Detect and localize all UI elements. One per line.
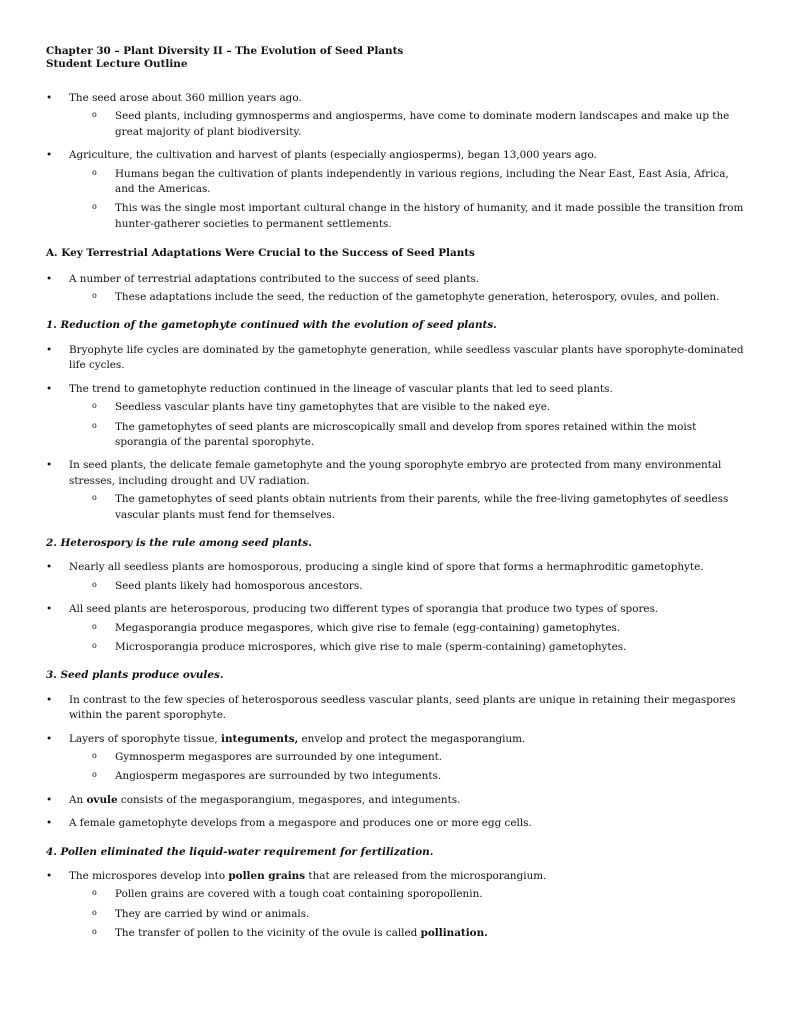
bullet-mark: • (46, 793, 53, 806)
bullet-mark: • (46, 817, 53, 830)
sub-bullet-mark: o (92, 401, 97, 411)
bullet-text: A female gametophyte develops from a megaspore and produces one or more egg cells. (69, 817, 532, 830)
intro-section (46, 91, 748, 232)
sub-bullet-item (69, 621, 748, 636)
sub-bullet-text: The gametophytes of seed plants are microscopically small and develop from spores retained within the moist sporangia of the parental sporophyte. (115, 420, 697, 448)
sub-bullet-mark: o (92, 621, 97, 631)
text-run: that are released from the microsporangium. (305, 870, 547, 883)
sub-bullet-item (69, 579, 748, 594)
text-run: consists of the megasporangium, megaspores, and integuments. (117, 793, 461, 806)
bullet-item (46, 458, 748, 523)
sub-bullet-text: Pollen grains are covered with a tough coat containing sporopollenin. (115, 888, 483, 901)
sub-bullet-item (69, 201, 748, 232)
sub-bullet-text: Seedless vascular plants have tiny gametophytes that are visible to the naked eye. (115, 401, 551, 414)
sub-bullet-mark: o (92, 751, 97, 760)
sub-bullet-item (69, 769, 748, 784)
outline-subtitle: Student Lecture Outline (46, 58, 188, 70)
sub-bullet-item (69, 400, 748, 415)
sub-bullet-mark: o (92, 579, 97, 589)
bullet-mark: • (46, 732, 53, 745)
term-pollen-grains: pollen grains (228, 870, 306, 883)
sub-bullet-item (69, 492, 748, 523)
bullet-item (46, 148, 748, 232)
sub-bullet-mark: o (92, 927, 97, 937)
bullet-item (46, 869, 748, 942)
sub-bullet-text: Gymnosperm megaspores are surrounded by one integument. (115, 751, 443, 763)
sub-bullet-mark: o (92, 888, 97, 898)
bullet-text: In contrast to the few species of heterosporous seedless vascular plants, seed plants are unique in retaining their megaspores within the parent sporophyte. (69, 693, 736, 722)
sub-bullet-item (69, 887, 748, 902)
bullet-mark: • (46, 272, 53, 285)
sub-bullet-mark: o (92, 291, 97, 301)
term-ovule: ovule (86, 793, 118, 806)
bullet-item (46, 560, 748, 594)
sub-bullet-text: Megasporangia produce megaspores, which give rise to female (egg-containing) gametophytes. (115, 621, 621, 634)
bullet-text: In seed plants, the delicate female gametophyte and the young sporophyte embryo are protected from many environmental stresses, including drought and UV radiation. (69, 459, 722, 487)
bullet-mark: • (46, 870, 53, 883)
text-run: The transfer of pollen to the vicinity of the ovule is called (115, 927, 421, 940)
sub-bullet-item (69, 420, 748, 451)
bullet-mark: • (46, 382, 53, 395)
section-a-heading: A. Key Terrestrial Adaptations Were Crucial to the Success of Seed Plants (46, 247, 475, 260)
sub-bullet-text: Seed plants, including gymnosperms and angiosperms, have come to dominate modern landscapes and make up the great majority of plant biodiversity. (115, 110, 730, 138)
bullet-item (46, 343, 748, 374)
chapter-title: Chapter 30 – Plant Diversity II – The Evolution of Seed Plants (46, 45, 404, 57)
bullet-item (46, 693, 748, 724)
sub-bullet-text: Microsporangia produce microspores, which give rise to male (sperm-containing) gametophytes. (115, 640, 627, 653)
sub-bullet-item (69, 750, 748, 765)
bullet-item (46, 272, 748, 306)
sub-bullet-mark: o (92, 420, 97, 430)
sub-bullet-text: These adaptations include the seed, the reduction of the gametophyte generation, heterospory, ovules, and pollen. (115, 291, 720, 304)
sub-bullet-text: The gametophytes of seed plants obtain nutrients from their parents, while the free-living gametophytes of seedless vascular plants must fend for themselves. (115, 493, 729, 521)
bullet-text: The seed arose about 360 million years ago. (69, 92, 302, 104)
sub-bullet-mark: o (92, 907, 97, 917)
term-pollination: pollination. (420, 927, 488, 940)
bullet-text: The trend to gametophyte reduction continued in the lineage of vascular plants that led to seed plants. (69, 382, 613, 395)
document-header (46, 45, 748, 71)
sub-bullet-item (69, 167, 748, 198)
sub-bullet-mark: o (92, 493, 97, 503)
sub-bullet-mark: o (92, 770, 97, 780)
bullet-mark: • (46, 693, 53, 706)
bullet-item (46, 816, 748, 831)
section-4-heading: 4. Pollen eliminated the liquid-water requirement for fertilization. (46, 845, 434, 858)
sub-bullet-text: Humans began the cultivation of plants independently in various regions, including the Near East, East Asia, Africa, and the Americas. (115, 167, 729, 196)
sub-bullet-text: They are carried by wind or animals. (115, 907, 310, 920)
text-run: Layers of sporophyte tissue, (69, 732, 222, 745)
bullet-text (69, 869, 748, 884)
bullet-mark: • (46, 603, 53, 616)
bullet-text (69, 732, 748, 747)
text-run: An (69, 793, 87, 806)
sub-bullet-item (69, 640, 748, 655)
section-2-heading: 2. Heterospory is the rule among seed plants. (46, 536, 312, 549)
bullet-item (46, 602, 748, 655)
sub-bullet-text (115, 927, 488, 939)
bullet-mark: • (46, 561, 53, 574)
sub-bullet-mark: o (92, 202, 97, 212)
bullet-text: Nearly all seedless plants are homosporous, producing a single kind of spore that forms a hermaphroditic gametophyte. (69, 561, 704, 574)
sub-bullet-text: Seed plants likely had homosporous ancestors. (115, 579, 363, 592)
bullet-mark: • (46, 343, 53, 356)
bullet-item (46, 732, 748, 785)
bullet-mark: • (46, 149, 53, 162)
bullet-text: Bryophyte life cycles are dominated by the gametophyte generation, while seedless vascular plants have sporophyte-dominated life cycles. (69, 343, 744, 372)
text-run: The microspores develop into (69, 870, 229, 883)
section-1-heading: 1. Reduction of the gametophyte continued with the evolution of seed plants. (46, 319, 497, 332)
bullet-item (46, 91, 748, 140)
sub-bullet-item (69, 290, 748, 305)
bullet-item (46, 793, 748, 808)
bullet-text: All seed plants are heterosporous, producing two different types of sporangia that produce two types of spores. (69, 603, 659, 616)
sub-bullet-item (69, 907, 748, 922)
sub-bullet-mark: o (92, 110, 97, 120)
bullet-text: A number of terrestrial adaptations contributed to the success of seed plants. (69, 272, 480, 285)
sub-bullet-mark: o (92, 640, 97, 650)
term-integuments: integuments, (221, 732, 299, 745)
sub-bullet-item (69, 109, 748, 140)
bullet-text (69, 793, 748, 808)
document-page (46, 45, 748, 950)
sub-bullet-mark: o (92, 167, 97, 177)
sub-bullet-text: Angiosperm megaspores are surrounded by two integuments. (115, 770, 442, 783)
bullet-item (46, 382, 748, 451)
sub-bullet-item (69, 926, 748, 941)
bullet-mark: • (46, 92, 53, 104)
section-3-heading: 3. Seed plants produce ovules. (46, 669, 224, 682)
bullet-mark: • (46, 459, 53, 472)
bullet-text: Agriculture, the cultivation and harvest of plants (especially angiosperms), began 13,000 years ago. (69, 149, 597, 162)
text-run: envelop and protect the megasporangium. (298, 732, 526, 745)
sub-bullet-text: This was the single most important cultural change in the history of humanity, and it made possible the transition from hunter-gatherer societies to permanent settlements. (115, 202, 744, 230)
